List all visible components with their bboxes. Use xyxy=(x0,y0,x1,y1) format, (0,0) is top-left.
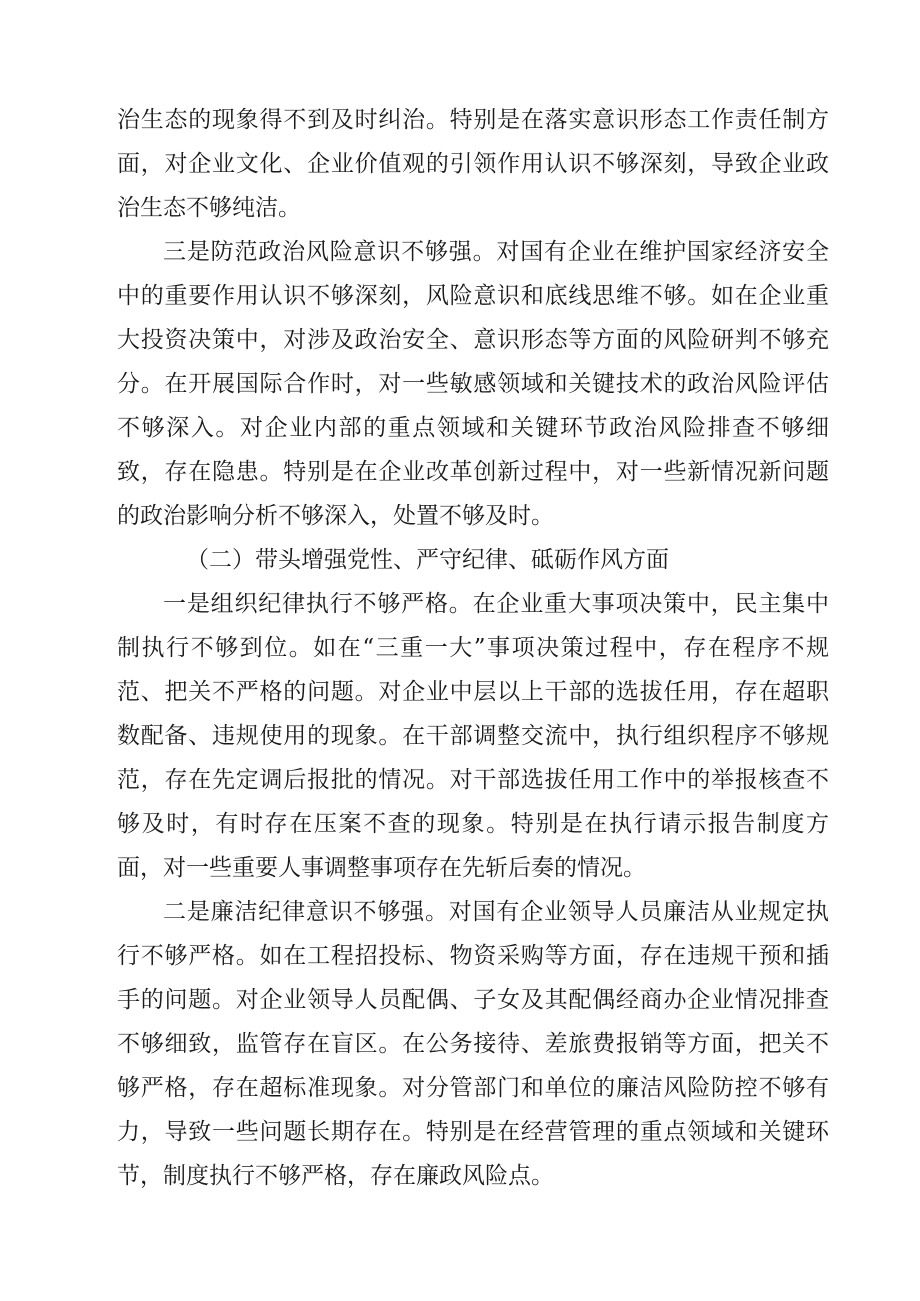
paragraph-continuation: 治生态的现象得不到及时纠治。特别是在落实意识形态工作责任制方面，对企业文化、企业价值观的引领作用认识不够深刻，导致企业政治生态不够纯洁。 xyxy=(117,107,829,221)
paragraph-integrity-discipline: 二是廉洁纪律意识不够强。对国有企业领导人员廉洁从业规定执行不够严格。如在工程招投标、物资采购等方面，存在违规干预和插手的问题。对企业领导人员配偶、子女及其配偶经商办企业情况排查不够细致，监管存在盲区。在公务接待、差旅费报销等方面，把关不够严格，存在超标准现象。对分管部门和单位的廉洁风险防控不够有力，导致一些问题长期存在。特别是在经营管理的重点领域和关键环节，制度执行不够严格，存在廉政风险点。 xyxy=(117,899,829,1189)
paragraph-organizational-discipline: 一是组织纪律执行不够严格。在企业重大事项决策中，民主集中制执行不够到位。如在“三重一大”事项决策过程中，存在程序不规范、把关不严格的问题。对企业中层以上干部的选拔任用，存在超职数配备、违规使用的现象。在干部调整交流中，执行组织程序不够规范，存在先定调后报批的情况。对干部选拔任用工作中的举报核查不够及时，有时存在压案不查的现象。特别是在执行请示报告制度方面，对一些重要人事调整事项存在先斩后奏的情况。 xyxy=(117,591,829,881)
document-body xyxy=(117,98,829,1198)
paragraph-political-risk: 三是防范政治风险意识不够强。对国有企业在维护国家经济安全中的重要作用认识不够深刻，风险意识和底线思维不够。如在企业重大投资决策中，对涉及政治安全、意识形态等方面的风险研判不够充分。在开展国际合作时，对一些敏感领域和关键技术的政治风险评估不够深入。对企业内部的重点领域和关键环节政治风险排查不够细致，存在隐患。特别是在企业改革创新过程中，对一些新情况新问题的政治影响分析不够深入，处置不够及时。 xyxy=(117,239,829,529)
section-heading: （二）带头增强党性、严守纪律、砥砺作风方面 xyxy=(186,547,669,573)
